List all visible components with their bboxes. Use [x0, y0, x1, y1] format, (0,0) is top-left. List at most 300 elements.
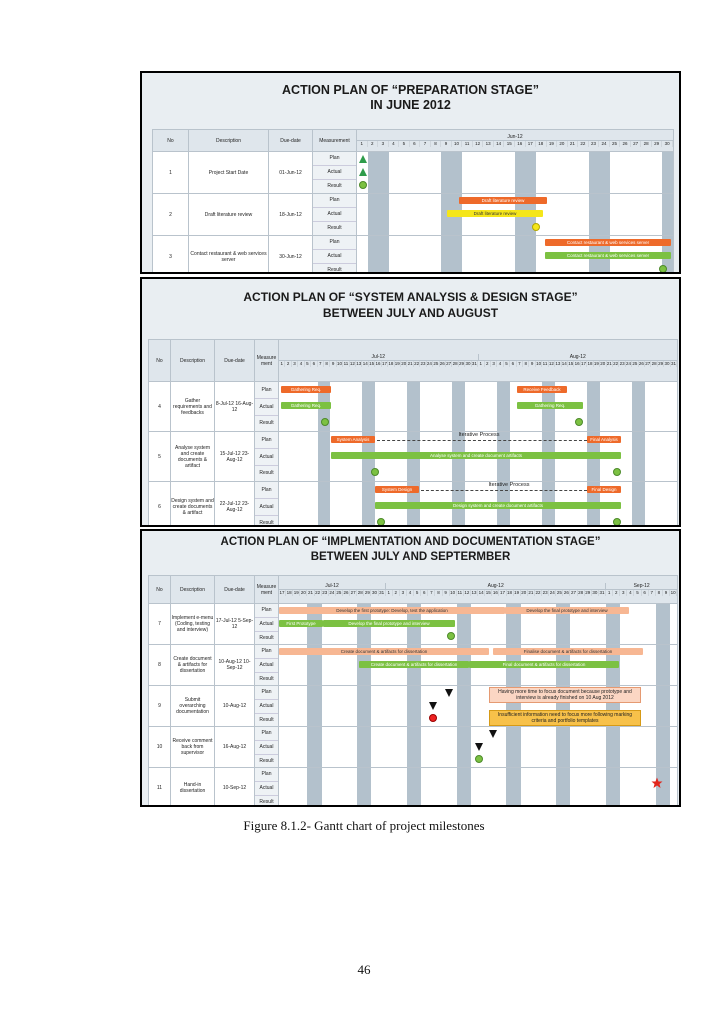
day-number: 15 [568, 361, 574, 366]
day-number: 2 [393, 590, 400, 596]
day-number: 3 [292, 361, 298, 367]
row-description: Receive comment back from supervisor [171, 727, 215, 768]
row-due: 10-Sep-12 [215, 768, 255, 808]
day-number: 26 [638, 361, 644, 366]
measures: Plan Actual Result [313, 152, 357, 194]
weekend-stripe [457, 768, 471, 807]
weekend-stripe [357, 686, 371, 726]
plan-triangle-icon [359, 155, 367, 163]
day-number: 21 [606, 361, 612, 366]
day-number: 22 [414, 361, 420, 366]
gantt-row-5 [279, 432, 678, 482]
weekend-stripe [318, 482, 331, 527]
row-due: 17-Jul-12 5-Sep-12 [215, 604, 255, 645]
iterative-arrow [377, 440, 587, 441]
doc-actual2-bar: Final document & artifacts for dissertation [469, 661, 619, 668]
measures: Plan Actual Result [255, 768, 279, 808]
day-number: 12 [349, 361, 355, 366]
day-number: 1 [606, 590, 613, 596]
day-number: 1 [386, 590, 393, 596]
weekend-stripe [497, 382, 510, 431]
day-number: 5 [504, 361, 510, 367]
day-number: 27 [631, 141, 642, 147]
weekend-stripe [368, 194, 389, 235]
doc-plan2-bar: Finalise document & artifacts for dissertation [493, 648, 643, 655]
day-number: 10 [670, 590, 676, 595]
day-number: 10 [337, 361, 343, 366]
result-circle-icon [575, 418, 583, 426]
row-due: 16-Aug-12 [215, 727, 255, 768]
analysis-actual-bar: Analyse system and create document artifacts [331, 452, 621, 459]
day-number: 31 [471, 361, 477, 366]
impl-actual-bar: First Prototype [279, 620, 323, 627]
result-circle-icon [659, 265, 667, 273]
day-number: 12 [548, 361, 554, 366]
day-number: 9 [663, 590, 670, 596]
day-number: 30 [662, 141, 673, 147]
day-number: 14 [561, 361, 567, 366]
day-number: 19 [394, 361, 400, 366]
gantt-row-4 [279, 382, 678, 432]
day-number: 30 [465, 361, 471, 366]
day-number: 11 [462, 141, 473, 147]
day-number: 15 [369, 361, 375, 366]
gather-actual-bar: Gathering Req. [281, 402, 331, 409]
day-number: 28 [651, 361, 657, 366]
day-number: 15 [504, 141, 515, 147]
design-actual-bar: Design system and create document artifacts [375, 502, 621, 509]
weekend-stripe [362, 382, 375, 431]
measures: Plan Actual Result [313, 236, 357, 275]
day-number: 16 [375, 361, 381, 366]
day-numbers [279, 361, 677, 367]
col-measurement: Measurement [313, 130, 357, 152]
plan-triangle-icon [489, 730, 497, 738]
row-description: Contact restaurant & web services server [189, 236, 269, 275]
day-number: 11 [542, 361, 548, 366]
weekend-stripe [357, 768, 371, 807]
day-number: 22 [613, 361, 619, 366]
day-number: 13 [356, 361, 362, 366]
day-number: 23 [322, 590, 328, 595]
col-due-date: Due-date [215, 576, 255, 604]
day-number: 7 [318, 361, 324, 367]
day-number: 18 [388, 361, 394, 366]
iterative-label: Iterative Process [458, 432, 500, 438]
measures: Plan Actual Result [255, 382, 279, 432]
panel2-table [148, 339, 678, 527]
row-description: Implement e-menu (Coding, testing and interview) [171, 604, 215, 645]
day-number: 5 [305, 361, 311, 367]
col-description: Description [171, 576, 215, 604]
day-number: 7 [649, 590, 656, 596]
day-number: 22 [315, 590, 321, 595]
day-number: 27 [350, 590, 356, 595]
analysis-plan-bar: System Analysis [331, 436, 375, 443]
day-number: 17 [581, 361, 587, 366]
day-number: 3 [620, 590, 627, 596]
row-due: 18-Jun-12 [269, 194, 313, 236]
day-number: 8 [656, 590, 663, 596]
day-number: 1 [357, 141, 368, 147]
panel3-title: ACTION PLAN OF “IMPLMENTATION AND DOCUMENTATION STAGE” BETWEEN JULY AND SEPTERMBER [220, 536, 601, 563]
day-number: 5 [414, 590, 421, 596]
weekend-stripe [632, 382, 645, 431]
doc-plan-bar: Create document & artifacts for dissertation [279, 648, 489, 655]
day-number: 4 [627, 590, 634, 596]
day-number: 1 [478, 361, 484, 367]
day-number: 26 [620, 141, 631, 147]
day-number: 6 [421, 590, 428, 596]
weekend-stripe [368, 236, 389, 274]
actual-triangle-icon [359, 168, 367, 176]
col-no: No [153, 130, 189, 152]
figure-caption: Figure 8.1.2- Gantt chart of project milestones [243, 818, 485, 833]
day-number: 24 [426, 361, 432, 366]
measures: Plan Actual Result [255, 432, 279, 482]
row-no: 3 [153, 236, 189, 275]
gather-plan-bar: Gathering Req. [281, 386, 331, 393]
day-number: 19 [293, 590, 299, 595]
row-no: 1 [153, 152, 189, 194]
weekend-stripe [318, 432, 331, 481]
day-number: 10 [450, 590, 456, 595]
design-plan-bar: System Design [375, 486, 419, 493]
day-number: 31 [599, 590, 605, 595]
weekend-stripe [506, 727, 520, 767]
day-number: 24 [329, 590, 335, 595]
result-circle-icon [613, 518, 621, 526]
day-number: 23 [420, 361, 426, 366]
measures: Plan Actual Result [255, 645, 279, 686]
day-number: 25 [610, 141, 621, 147]
panel-preparation-stage [140, 71, 681, 274]
day-number: 22 [578, 141, 589, 147]
day-number: 4 [497, 361, 503, 367]
day-number: 26 [343, 590, 349, 595]
row-description: Submit overarching documentation [171, 686, 215, 727]
weekend-stripe [407, 382, 420, 431]
measures: Plan Actual Result [255, 482, 279, 528]
day-number: 8 [324, 361, 330, 367]
day-number: 10 [452, 141, 463, 147]
day-number: 17 [381, 361, 387, 366]
row-no: 9 [149, 686, 171, 727]
row-description: Create document & artifacts for dissertation [171, 645, 215, 686]
row-description: Design system and create documents & artifact [171, 482, 215, 528]
weekend-stripe [662, 194, 673, 235]
day-number: 19 [593, 361, 599, 366]
day-number: 4 [407, 590, 414, 596]
gantt-row-2 [357, 194, 674, 236]
row-due: 8-Jul-12 16-Aug-12 [215, 382, 255, 432]
day-number: 8 [431, 141, 442, 147]
day-number: 7 [428, 590, 435, 596]
col-description: Description [189, 130, 269, 152]
weekend-stripe [656, 645, 670, 685]
result-circle-icon [475, 755, 483, 763]
row-due: 22-Jul-12 23-Aug-12 [215, 482, 255, 528]
result-circle-icon [613, 468, 621, 476]
day-number: 3 [400, 590, 407, 596]
day-number: 18 [507, 590, 513, 595]
day-number: 29 [658, 361, 664, 366]
gantt-row-3 [357, 236, 674, 275]
day-number: 30 [592, 590, 598, 595]
day-number: 18 [587, 361, 593, 366]
day-number: 21 [407, 361, 413, 366]
row-no: 11 [149, 768, 171, 808]
feedback-plan-bar: Receive Feedback [517, 386, 567, 393]
day-number: 25 [336, 590, 342, 595]
month-label: Jun-12 [357, 134, 673, 141]
day-number: 23 [589, 141, 600, 147]
weekend-stripe [632, 482, 645, 527]
final-design-bar: Final Design [587, 486, 621, 493]
day-number: 22 [535, 590, 541, 595]
weekend-stripe [656, 686, 670, 726]
day-number: 12 [473, 141, 484, 147]
day-number: 11 [457, 590, 463, 595]
page-number: 46 [357, 962, 371, 977]
day-number: 5 [399, 141, 410, 147]
day-number: 29 [585, 590, 591, 595]
day-number: 20 [401, 361, 407, 366]
day-number: 13 [471, 590, 477, 595]
result-circle-icon [447, 632, 455, 640]
day-number: 20 [300, 590, 306, 595]
plan-triangle-icon [445, 689, 453, 697]
weekend-stripe [362, 482, 375, 527]
row-due: 10-Aug-12 [215, 686, 255, 727]
day-number: 16 [574, 361, 580, 366]
row-no: 4 [149, 382, 171, 432]
feedback-actual-bar: Gathering Req. [517, 402, 583, 409]
row-description: Project Start Date [189, 152, 269, 194]
col-due-date: Due-date [269, 130, 313, 152]
day-number: 14 [362, 361, 368, 366]
day-number: 7 [420, 141, 431, 147]
weekend-stripe [606, 768, 620, 807]
day-number: 24 [599, 141, 610, 147]
weekend-stripe [632, 432, 645, 481]
day-header [279, 340, 678, 382]
day-number: 8 [523, 361, 529, 367]
col-measurement: Measure ment [255, 576, 279, 604]
day-number: 19 [547, 141, 558, 147]
day-number: 24 [625, 361, 631, 366]
day-number: 23 [619, 361, 625, 366]
gantt-row-10 [279, 727, 678, 768]
weekend-stripe [656, 727, 670, 767]
day-number: 28 [641, 141, 652, 147]
day-number: 21 [528, 590, 534, 595]
iterative-label: Iterative Process [488, 482, 530, 488]
gantt-row-8 [279, 645, 678, 686]
weekend-stripe [656, 604, 670, 644]
weekend-stripe [441, 152, 462, 193]
row-due: 30-Jun-12 [269, 236, 313, 275]
result-circle-icon [532, 223, 540, 231]
day-number: 13 [555, 361, 561, 366]
day-number: 27 [645, 361, 651, 366]
weekend-stripe [515, 236, 536, 274]
day-number: 20 [557, 141, 568, 147]
gantt-row-9 [279, 686, 678, 727]
impl-plan2-bar: Develop the final prototype and interview [505, 607, 629, 614]
day-number: 16 [492, 590, 498, 595]
panel1-table [152, 129, 674, 274]
day-number: 1 [279, 361, 285, 367]
day-number: 21 [307, 590, 313, 595]
weekend-stripe [407, 727, 421, 767]
day-number: 23 [542, 590, 548, 595]
col-no: No [149, 340, 171, 382]
day-number: 17 [526, 141, 537, 147]
month-label: Aug-12 [386, 583, 606, 589]
panel2-title: ACTION PLAN OF “SYSTEM ANALYSIS & DESIGN STAGE” BETWEEN JULY AND AUGUST [243, 290, 578, 320]
measures: Plan Actual Result [255, 686, 279, 727]
weekend-stripe [556, 768, 570, 807]
day-number: 6 [311, 361, 317, 367]
weekend-stripe [307, 727, 321, 767]
day-number: 21 [568, 141, 579, 147]
day-number: 2 [368, 141, 379, 147]
row-no: 10 [149, 727, 171, 768]
row-due: 10-Aug-12 10-Sep-12 [215, 645, 255, 686]
row-no: 8 [149, 645, 171, 686]
weekend-stripe [589, 194, 610, 235]
day-number: 11 [343, 361, 349, 366]
weekend-stripe [407, 768, 421, 807]
day-number: 25 [433, 361, 439, 366]
day-number: 25 [556, 590, 562, 595]
weekend-stripe [457, 686, 471, 726]
day-number: 26 [439, 361, 445, 366]
impl-plan-bar: Develop the first prototype: Develop, test the application [279, 607, 505, 614]
weekend-stripe [662, 152, 673, 193]
weekend-stripe [587, 382, 600, 431]
day-number: 4 [389, 141, 400, 147]
day-number: 18 [286, 590, 292, 595]
actual-triangle-icon [429, 702, 437, 710]
day-number: 27 [571, 590, 577, 595]
month-label: Aug-12 [569, 354, 586, 360]
weekend-stripe [307, 686, 321, 726]
draft-actual-bar: Draft literature review [447, 210, 543, 217]
panel-implementation-documentation [140, 529, 681, 807]
weekend-stripe [368, 152, 389, 193]
result-circle-icon [359, 181, 367, 189]
col-due-date: Due-date [215, 340, 255, 382]
col-no: No [149, 576, 171, 604]
day-number: 9 [443, 590, 450, 596]
day-header [279, 576, 678, 604]
day-number: 14 [494, 141, 505, 147]
day-number: 2 [485, 361, 491, 367]
weekend-stripe [407, 686, 421, 726]
day-number: 28 [578, 590, 584, 595]
day-numbers [279, 590, 677, 596]
day-number: 17 [499, 590, 505, 595]
day-number: 9 [330, 361, 336, 367]
result-circle-icon [377, 518, 385, 526]
day-number: 30 [664, 361, 670, 366]
row-due: 01-Jun-12 [269, 152, 313, 194]
row-no: 5 [149, 432, 171, 482]
weekend-stripe [441, 236, 462, 274]
col-description: Description [171, 340, 215, 382]
day-number: 20 [521, 590, 527, 595]
contact-plan-bar: Contact restaurant & web services server [545, 239, 671, 246]
weekend-stripe [556, 727, 570, 767]
day-number: 4 [298, 361, 304, 367]
weekend-stripe [506, 768, 520, 807]
panel1-title: ACTION PLAN OF “PREPARATION STAGE” IN JUNE 2012 [282, 83, 539, 112]
iterative-arrow [421, 490, 587, 491]
final-analysis-bar: Final Analysis [587, 436, 621, 443]
measures: Plan Actual Result [255, 604, 279, 645]
day-number: 29 [652, 141, 663, 147]
day-number: 6 [642, 590, 649, 596]
result-circle-icon [429, 714, 437, 722]
day-number: 31 [670, 361, 676, 366]
day-number: 28 [452, 361, 458, 366]
draft-plan-bar: Draft literature review [459, 197, 547, 204]
gantt-row-11 [279, 768, 678, 808]
panel-system-analysis-design [140, 277, 681, 527]
star-icon [651, 777, 663, 789]
day-number: 8 [435, 590, 442, 596]
day-number: 6 [510, 361, 516, 367]
day-number: 9 [441, 141, 452, 147]
day-number: 26 [563, 590, 569, 595]
day-number: 20 [600, 361, 606, 366]
day-number: 13 [483, 141, 494, 147]
day-number: 10 [536, 361, 542, 366]
callout-insufficient-info: Insufficient information need to focus more following marking criteria and portfolio templates [489, 710, 641, 726]
weekend-stripe [357, 727, 371, 767]
row-description: Analyse system and create documents & artifact [171, 432, 215, 482]
day-number: 27 [446, 361, 452, 366]
day-number: 24 [549, 590, 555, 595]
day-number: 6 [410, 141, 421, 147]
day-number: 16 [515, 141, 526, 147]
row-no: 2 [153, 194, 189, 236]
actual-triangle-icon [475, 743, 483, 751]
panel3-table [148, 575, 678, 807]
day-number: 19 [514, 590, 520, 595]
result-circle-icon [321, 418, 329, 426]
contact-actual-bar: Contact restaurant & web services server [545, 252, 671, 259]
day-number: 18 [536, 141, 547, 147]
day-number: 12 [464, 590, 470, 595]
weekend-stripe [457, 727, 471, 767]
gantt-row-1 [357, 152, 674, 194]
gantt-row-6 [279, 482, 678, 528]
day-number: 17 [279, 590, 285, 595]
gantt-row-7 [279, 604, 678, 645]
callout-more-time: Having more time to focus document because prototype and interview is already finished on 10 Aug 2012 [489, 687, 641, 703]
day-number: 30 [371, 590, 377, 595]
row-no: 7 [149, 604, 171, 645]
day-number: 29 [364, 590, 370, 595]
month-label: Jul-12 [279, 354, 479, 360]
day-number: 3 [378, 141, 389, 147]
weekend-stripe [307, 768, 321, 807]
day-number: 5 [634, 590, 641, 596]
doc-actual-bar: Create document & artifacts for dissertation [359, 661, 469, 668]
